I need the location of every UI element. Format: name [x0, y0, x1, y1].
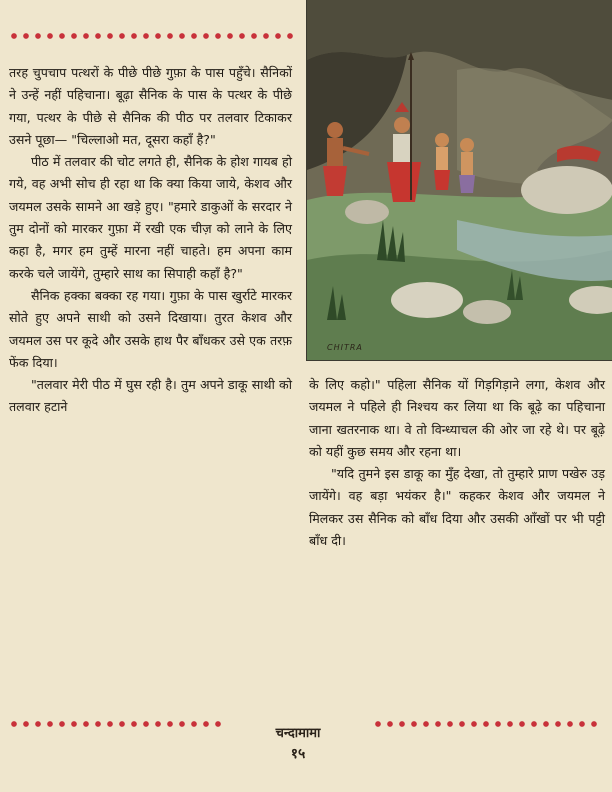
illustration-signature: CHITRA	[327, 343, 363, 352]
right-text-column	[309, 374, 605, 552]
left-text-column	[9, 62, 292, 419]
top-decorative-border	[8, 30, 294, 42]
illustration-scene	[307, 0, 612, 360]
left-paragraph-3: सैनिक हक्का बक्का रह गया। गुफ़ा के पास खुर्राटे मारकर सोते हुए अपने साथी को उसने दिखाया। तुरत केशव और जयमल उस पर कूदे और उसके हाथ पैर बाँधकर उसे एक तरफ़ फेंक दिया।	[9, 287, 292, 370]
page-number: १५	[290, 746, 306, 762]
magazine-title: चन्दामामा	[275, 726, 321, 741]
left-paragraph-4: "तलवार मेरी पीठ में घुस रही है। तुम अपने डाकू साथी को तलवार हटाने	[9, 377, 292, 415]
bottom-left-decorative-border	[8, 718, 224, 730]
story-illustration	[306, 0, 612, 361]
right-paragraph-1: के लिए कहो।" पहिला सैनिक यों गिड़गिड़ाने लगा, केशव और जयमल ने पहिले ही निश्चय कर लिया था कि बूढ़े का पहिचाना जाना खतरनाक था। वे तो विन्ध्याचल की ओर जा रहे थे। पर बूढ़े को यहीं कुछ समय और रहना था।	[309, 377, 605, 459]
right-paragraph-2: "यदि तुमने इस डाकू का मुँह देखा, तो तुम्हारे प्राण पखेरु उड़ जायेंगे। वह बड़ा भयंकर है।" कहकर केशव और जयमल ने मिलकर उस सैनिक को बाँध दिया और उसकी आँखों पर भी पट्टी बाँध दी।	[309, 466, 605, 549]
bottom-right-decorative-border	[372, 718, 602, 730]
left-paragraph-2: पीठ में तलवार की चोट लगते ही, सैनिक के होश गायब हो गये, वह अभी सोच ही रहा था कि क्या किया जाये, केशव और जयमल उसके सामने आ खड़े हुए। "हमारे डाकुओं के सरदार ने तुम दोनों को मारकर गुफ़ा में रखी एक चीज़ को लाने के लिए कहा है, मगर हम तुम्हें मारना नहीं चाहते। हम अपना काम करके चले जायेंगे, तुम्हारे साथ का सिपाही कहाँ है?"	[9, 154, 292, 281]
left-paragraph-1: तरह चुपचाप पत्थरों के पीछे पीछे गुफ़ा के पास पहुँचे। सैनिकों ने उन्हें नहीं पहिचाना। बूढ़ा सैनिक के पास के पत्थर के पीछे गया, पत्थर के पीछे से सैनिक की पीठ पर तलवार टिकाकर उसने पूछा— "चिल्लाओ मत, दूसरा कहाँ है?"	[9, 65, 292, 147]
